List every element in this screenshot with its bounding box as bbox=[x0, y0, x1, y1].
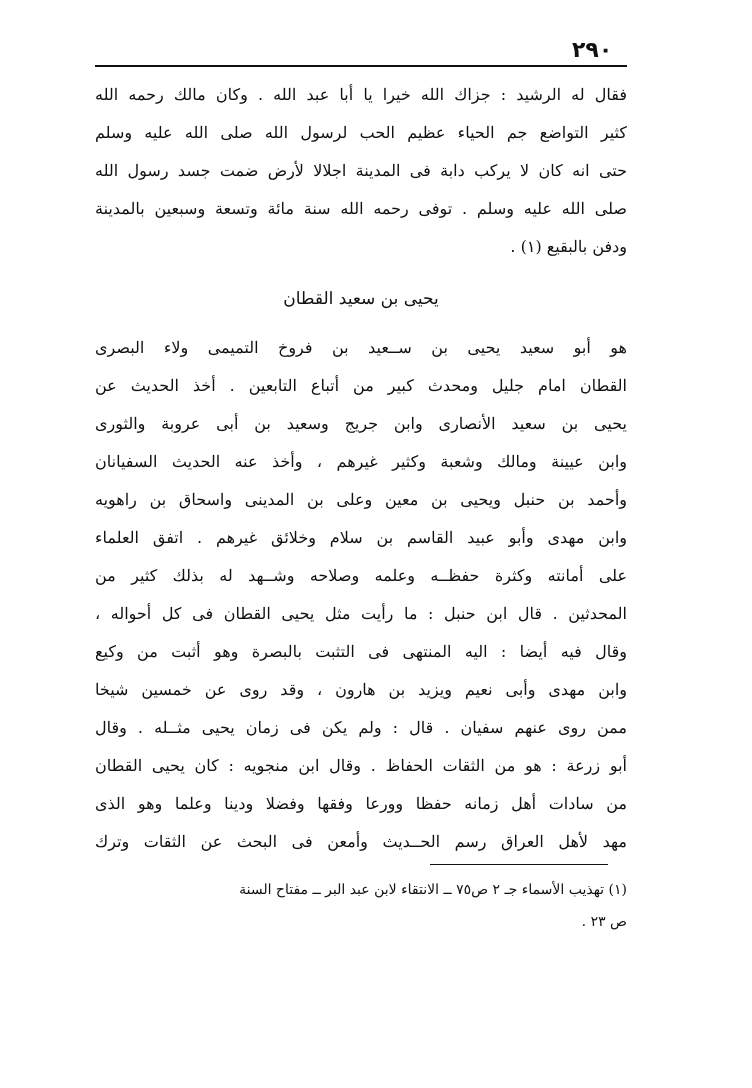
footnote-rule bbox=[430, 864, 608, 865]
text-line: فقال له الرشيد : جزاك الله خيرا يا أبا عبد الله . وكان مالك رحمه الله bbox=[95, 85, 627, 104]
text-line: يحيى بن سعيد الأنصارى وابن جريج وسعيد بن أبى عروبة والثورى bbox=[95, 414, 627, 433]
text-line: القطان امام جليل ومحدث كبير من أتباع التابعين . أخذ الحديث عن bbox=[95, 376, 627, 395]
text-line: المحدثين . قال ابن حنبل : ما رأيت مثل يحيى القطان فى كل أحواله ، bbox=[95, 604, 627, 623]
text-line: وأحمد بن حنبل ويحيى بن معين وعلى بن المدينى واسحاق بن راهويه bbox=[95, 490, 627, 509]
footnote bbox=[95, 874, 627, 938]
section-heading: يحيى بن سعيد القطان bbox=[283, 289, 439, 309]
footnote-line: (١) تهذيب الأسماء جـ ٢ ص٧٥ ــ الانتقاء لابن عبد البر ــ مفتاح السنة bbox=[239, 882, 627, 898]
text-line: ممن روى عنهم سفيان . قال : ولم يكن فى زمان يحيى مثــله . وقال bbox=[95, 718, 627, 737]
paragraph-malik-ending bbox=[95, 76, 627, 266]
text-line: أبو زرعة : هو من الثقات الحفاظ . وقال ابن منجويه : كان يحيى القطان bbox=[95, 756, 627, 775]
text-line: كثير التواضع جم الحياء عظيم الحب لرسول الله صلى الله عليه وسلم bbox=[95, 123, 627, 142]
text-line: على أمانته وكثرة حفظــه وعلمه وصلاحه وشــهد له بذلك كثير من bbox=[95, 566, 627, 585]
text-line: ودفن بالبقيع (١) . bbox=[510, 237, 627, 256]
text-line: وابن عيينة ومالك وشعبة وكثير غيرهم ، وأخذ عنه الحديث السفيانان bbox=[95, 452, 627, 471]
text-line: هو أبو سعيد يحيى بن ســعيد بن فروخ التميمى ولاء البصرى bbox=[95, 338, 627, 357]
page-number: ٢٩٠ bbox=[572, 38, 613, 63]
paragraph-yahya-biography bbox=[95, 329, 627, 861]
text-line: من سادات أهل زمانه حفظا وورعا وفقها وفضلا ودينا وعلما وهو الذى bbox=[95, 794, 627, 813]
text-line: حتى انه كان لا يركب دابة فى المدينة اجلالا لأرض ضمت جسد رسول الله bbox=[95, 161, 627, 180]
header-rule bbox=[95, 65, 627, 67]
footnote-line: ص ٢٣ . bbox=[581, 914, 627, 930]
text-line: وابن مهدى وأبو عبيد القاسم بن سلام وخلائق غيرهم . اتفق العلماء bbox=[95, 528, 627, 547]
text-line: صلى الله عليه وسلم . توفى رحمه الله سنة مائة وتسعة وسبعين بالمدينة bbox=[95, 199, 627, 218]
text-line: وقال فيه أيضا : اليه المنتهى فى التثبت بالبصرة وهو أثبت من وكيع bbox=[95, 642, 627, 661]
text-line: مهد لأهل العراق رسم الحــديث وأمعن فى البحث عن الثقات وترك bbox=[95, 832, 627, 851]
text-line: وابن مهدى وأبى نعيم ويزيد بن هارون ، وقد روى عن خمسين شيخا bbox=[95, 680, 627, 699]
